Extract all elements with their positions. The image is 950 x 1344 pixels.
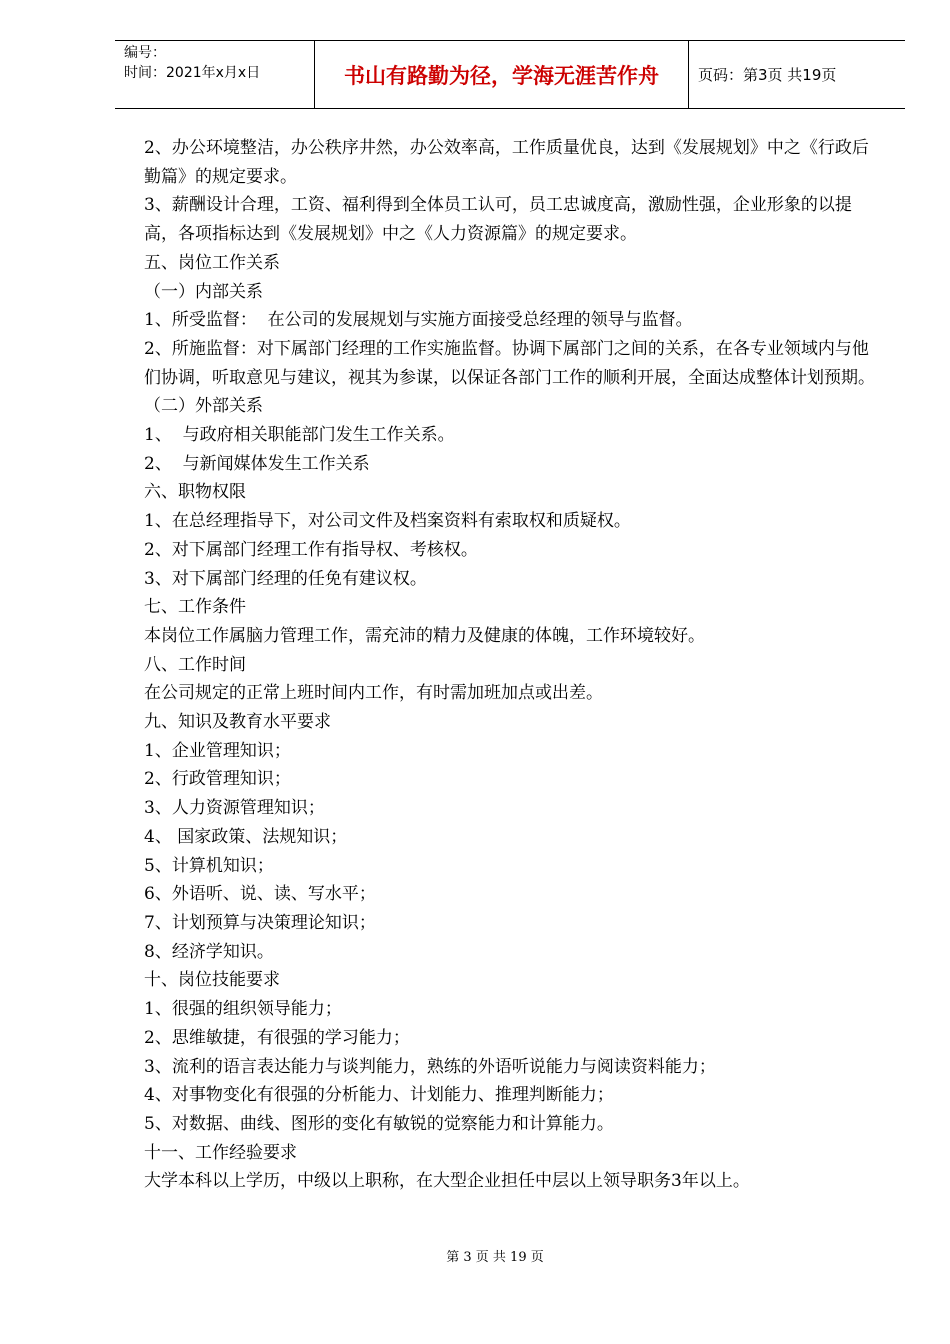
paragraph: 5、对数据、曲线、图形的变化有敏锐的觉察能力和计算能力。 xyxy=(144,1113,614,1134)
paragraph: 4、对事物变化有很强的分析能力、计划能力、推理判断能力； xyxy=(144,1085,614,1106)
paragraph: 在公司规定的正常上班时间内工作，有时需加班加点或出差。 xyxy=(144,683,603,704)
paragraph: 七、工作条件 xyxy=(144,597,246,618)
paragraph: 六、职物权限 xyxy=(144,482,246,503)
page-header xyxy=(115,40,905,109)
paragraph: 1、在总经理指导下，对公司文件及档案资料有索取权和质疑权。 xyxy=(144,511,631,532)
paragraph: 5、计算机知识； xyxy=(144,855,274,876)
paragraph: 3、流利的语言表达能力与谈判能力，熟练的外语听说能力与阅读资料能力； xyxy=(144,1056,716,1077)
paragraph: 大学本科以上学历，中级以上职称，在大型企业担任中层以上领导职务3年以上。 xyxy=(144,1171,750,1192)
paragraph: 2、所施监督：对下属部门经理的工作实施监督。协调下属部门之间的关系，在各专业领域内与他们协调，听取意见与建议，视其为参谋，以保证各部门工作的顺利开展，全面达成整体计划预期。 xyxy=(144,338,875,388)
paragraph: 3、薪酬设计合理，工资、福利得到全体员工认可，员工忠诚度高，激励性强，企业形象的以提高，各项指标达到《发展规划》中之《人力资源篇》的规定要求。 xyxy=(144,195,852,245)
paragraph: 本岗位工作属脑力管理工作，需充沛的精力及健康的体魄，工作环境较好。 xyxy=(144,625,705,646)
paragraph: 7、计划预算与决策理论知识； xyxy=(144,912,376,933)
header-meta xyxy=(115,41,315,108)
paragraph: 2、对下属部门经理工作有指导权、考核权。 xyxy=(144,539,478,560)
paragraph: 十一、工作经验要求 xyxy=(144,1142,297,1163)
paragraph: 2、行政管理知识； xyxy=(144,769,291,790)
document-number: 编号： xyxy=(124,45,166,61)
paragraph: 2、思维敏捷，有很强的学习能力； xyxy=(144,1027,410,1048)
paragraph: 3、人力资源管理知识； xyxy=(144,798,325,819)
paragraph: 1、很强的组织领导能力； xyxy=(144,999,342,1020)
paragraph: 1、企业管理知识； xyxy=(144,740,291,761)
paragraph: 8、经济学知识。 xyxy=(144,941,274,962)
paragraph: 十、岗位技能要求 xyxy=(144,970,280,991)
paragraph: 八、工作时间 xyxy=(144,654,246,675)
paragraph: 九、知识及教育水平要求 xyxy=(144,712,331,733)
paragraph: （一）内部关系 xyxy=(144,281,263,302)
paragraph: 五、岗位工作关系 xyxy=(144,252,280,273)
document-date: 时间：2021年x月x日 xyxy=(124,65,261,81)
header-page-number: 页码：第3页 共19页 xyxy=(698,66,837,84)
paragraph: 6、外语听、说、读、写水平； xyxy=(144,884,376,905)
paragraph: 4、 国家政策、法规知识； xyxy=(144,826,348,847)
paragraph: 1、 与政府相关职能部门发生工作关系。 xyxy=(144,425,455,446)
paragraph: 2、 与新闻媒体发生工作关系 xyxy=(144,453,370,474)
document-body xyxy=(144,134,884,1196)
header-motto: 书山有路勤为径，学海无涯苦作舟 xyxy=(315,41,689,108)
paragraph: 3、对下属部门经理的任免有建议权。 xyxy=(144,568,427,589)
page-footer: 第 3 页 共 19 页 xyxy=(446,1250,544,1265)
paragraph: 2、办公环境整洁，办公秩序井然，办公效率高，工作质量优良，达到《发展规划》中之《行政后勤篇》的规定要求。 xyxy=(144,138,869,187)
paragraph: （二）外部关系 xyxy=(144,396,263,417)
paragraph: 1、所受监督： 在公司的发展规划与实施方面接受总经理的领导与监督。 xyxy=(144,310,693,331)
